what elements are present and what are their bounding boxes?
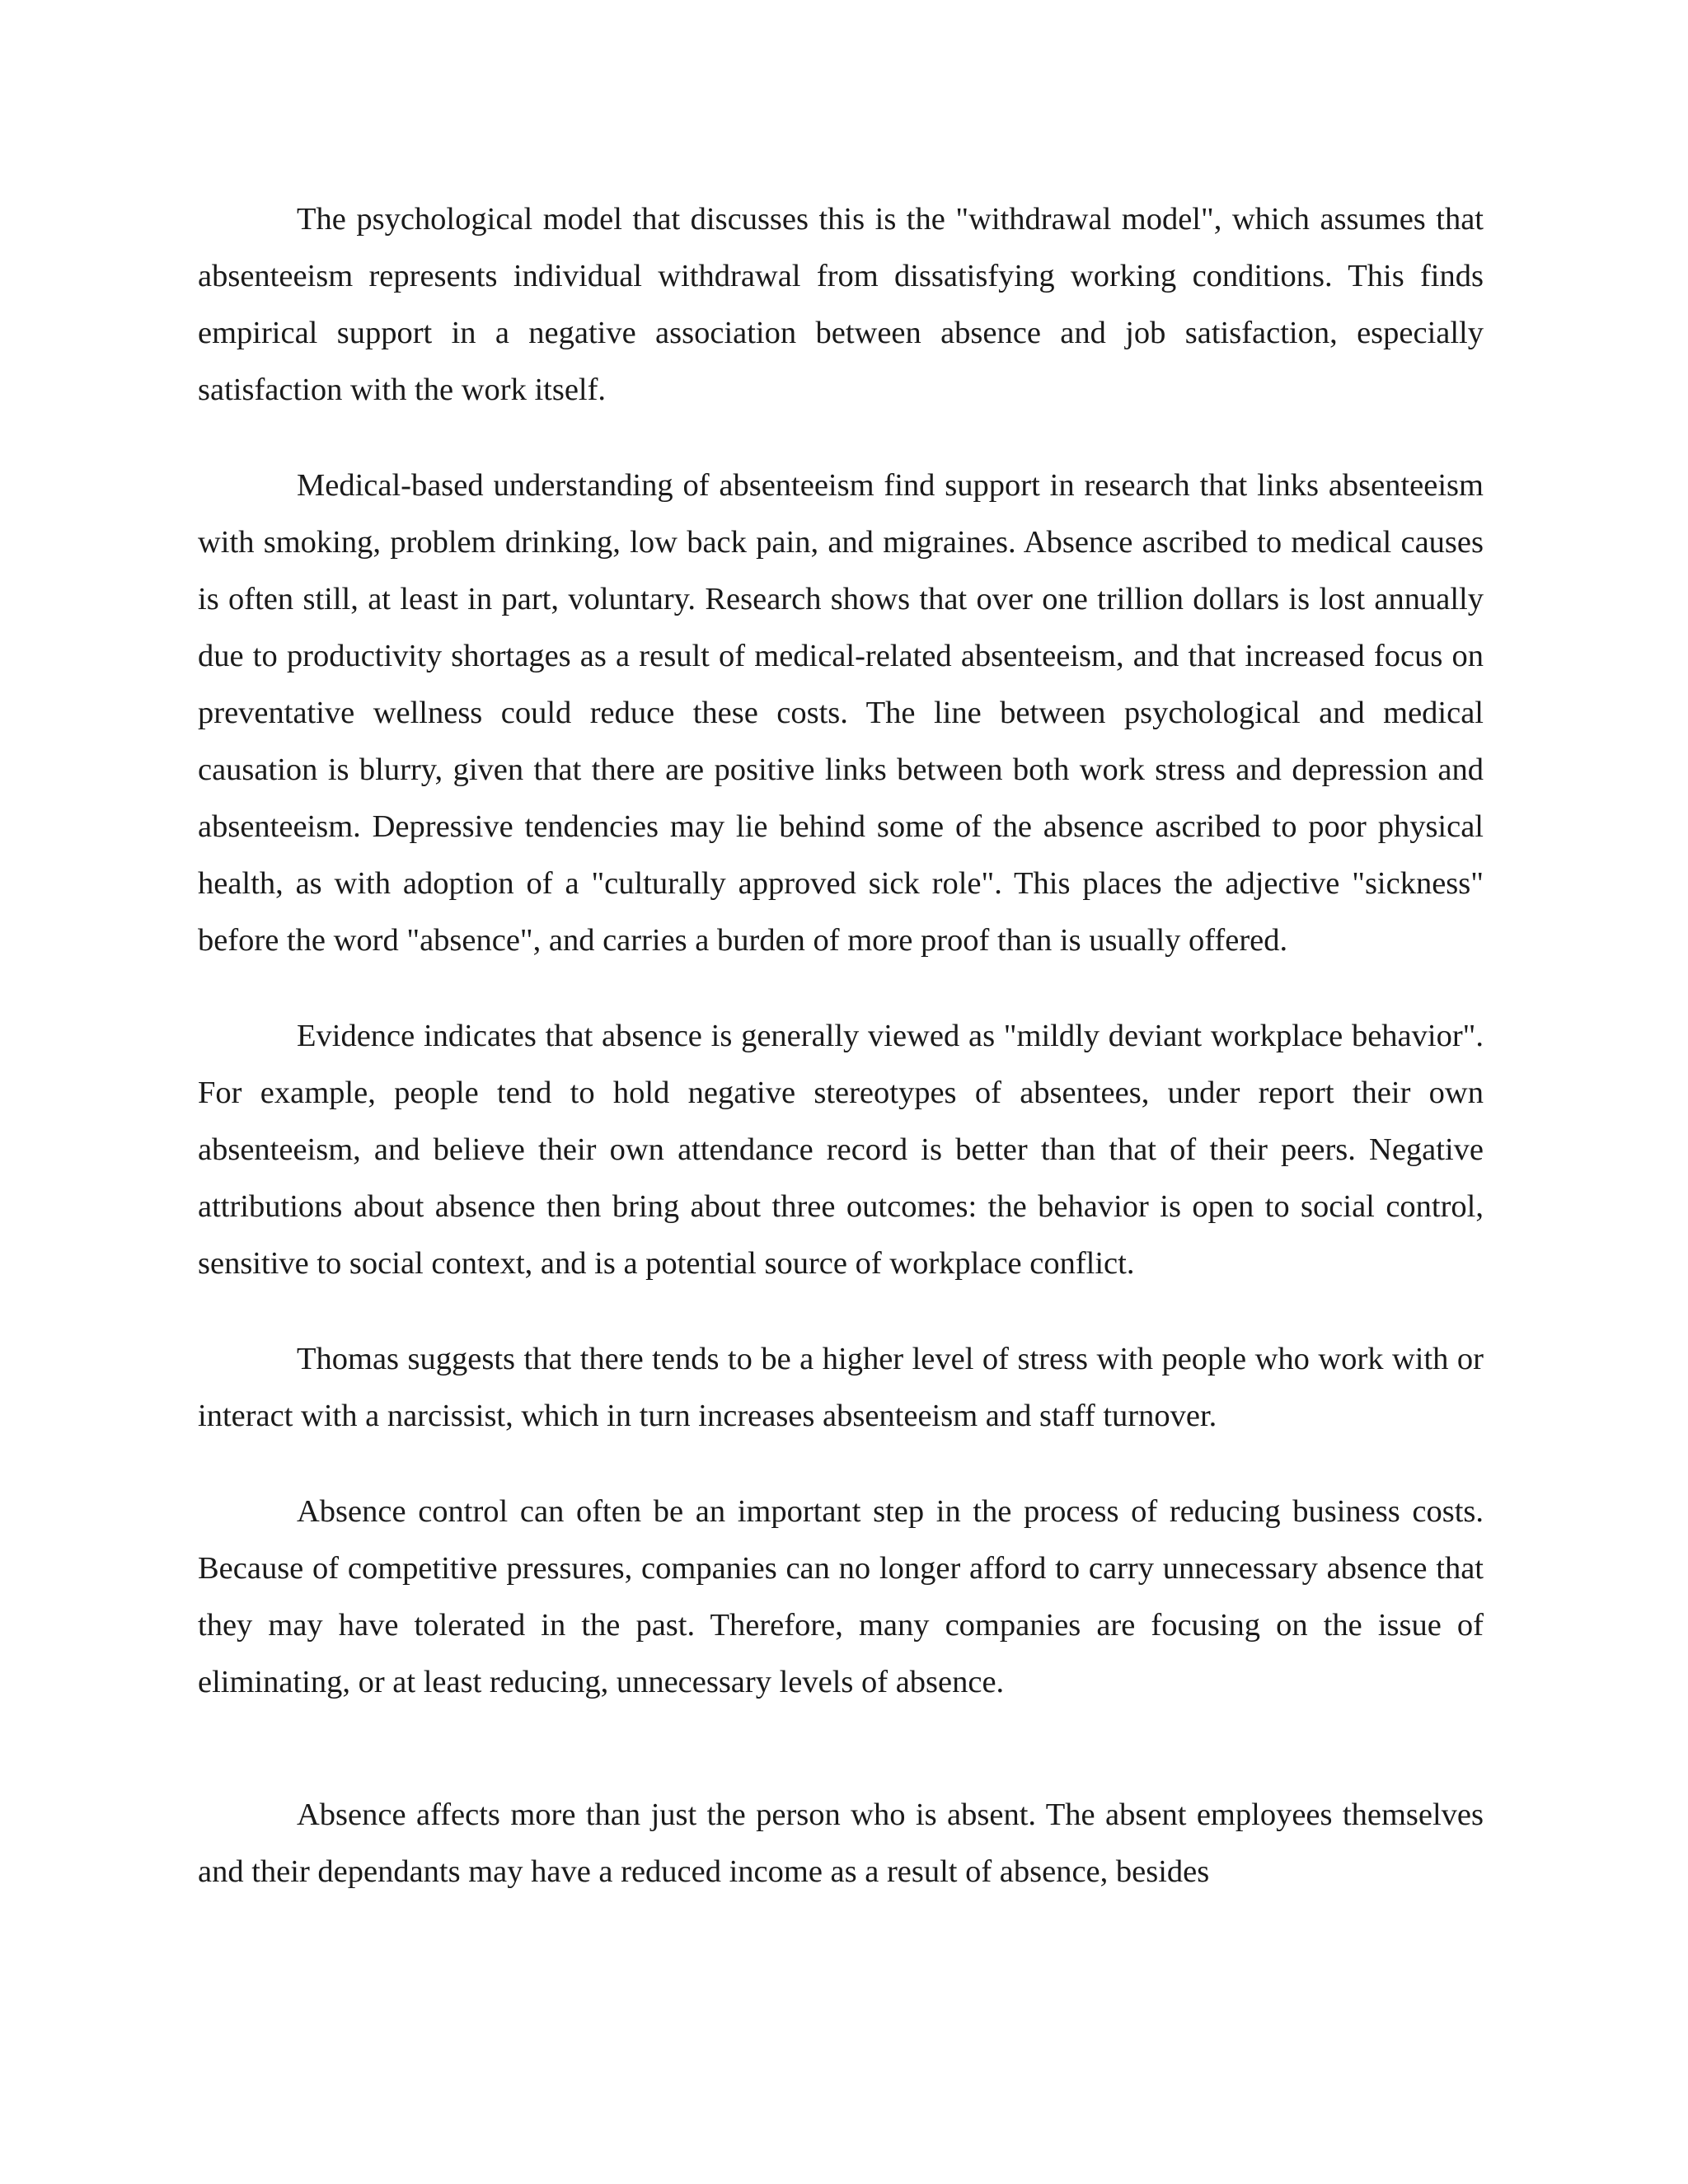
paragraph-deviant-behavior: Evidence indicates that absence is generally viewed as "mildly deviant workplace behavior". For example, people tend to hold negative stereotypes of absentees, under report their own absenteeism, and believe their own attendance record is better than that of their peers. Negative attributions about absence then bring about three outcomes: the behavior is open to social control, sensitive to social context, and is a potential source of workplace conflict. bbox=[198, 1019, 1484, 1281]
paragraph-absence-control: Absence control can often be an important step in the process of reducing business costs. Because of competitive pressures, companies can no longer afford to carry unnecessary absence that they may have tolerated in the past. Therefore, many companies are focusing on the issue of eliminating, or at least reducing, unnecessary levels of absence. bbox=[198, 1494, 1484, 1699]
paragraph-absence-effects: Absence affects more than just the person who is absent. The absent employees themselves and their dependants may have a reduced income as a result of absence, besides bbox=[198, 1797, 1484, 1889]
paragraph-withdrawal-model: The psychological model that discusses this is the "withdrawal model", which assumes that absenteeism represents individual withdrawal from dissatisfying working conditions. This finds empirical support in a negative association between absence and job satisfaction, especially satisfaction with the work itself. bbox=[198, 202, 1484, 407]
document-body bbox=[198, 191, 1484, 1900]
paragraph-narcissist-stress: Thomas suggests that there tends to be a higher level of stress with people who work with or interact with a narcissist, which in turn increases absenteeism and staff turnover. bbox=[198, 1342, 1484, 1433]
paragraph-medical-understanding: Medical-based understanding of absenteeism find support in research that links absenteeism with smoking, problem drinking, low back pain, and migraines. Absence ascribed to medical causes is often still, at least in part, voluntary. Research shows that over one trillion dollars is lost annually due to productivity shortages as a result of medical-related absenteeism, and that increased focus on preventative wellness could reduce these costs. The line between psychological and medical causation is blurry, given that there are positive links between both work stress and depression and absenteeism. Depressive tendencies may lie behind some of the absence ascribed to poor physical health, as with adoption of a "culturally approved sick role". This places the adjective "sickness" before the word "absence", and carries a burden of more proof than is usually offered. bbox=[198, 468, 1484, 958]
